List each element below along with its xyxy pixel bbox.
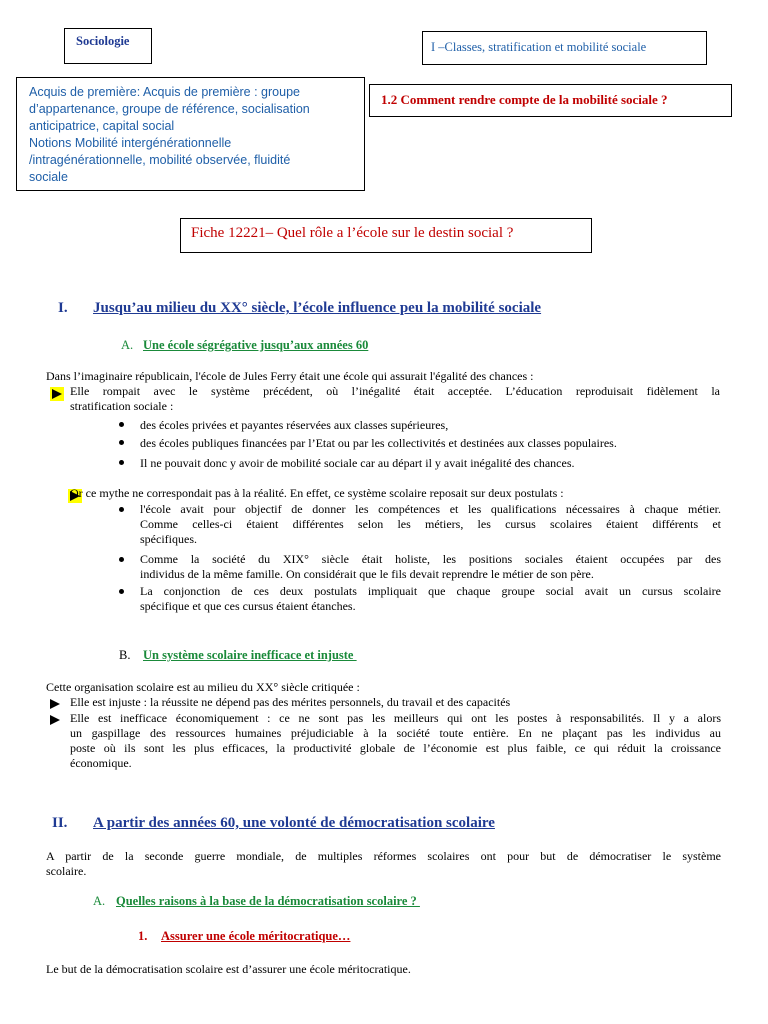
chapter-box (422, 31, 707, 65)
section2-intro (46, 849, 721, 879)
notions-line-3: sociale (29, 170, 68, 184)
fiche-title: Fiche 12221– Quel rôle a l’école sur le destin social ? (191, 225, 514, 241)
arrow-bullet-icon (50, 699, 60, 709)
bullet-dot-icon (119, 507, 124, 512)
section1-a-letter: A. (121, 338, 134, 352)
section1-b-title: Un système scolaire inefficace et injuste (143, 648, 357, 662)
critique-2-line-1: Elle est inefficace économiquement : ce ne sont pas les meilleurs qui ont les postes à responsabilités. Il y a alors (70, 711, 721, 725)
section2-title: A partir des années 60, une volonté de démocratisation scolaire (93, 815, 495, 831)
acquis-text (29, 84, 310, 186)
bullet-item: des écoles privées et payantes réservées aux classes supérieures, (140, 418, 449, 432)
subB-intro: Cette organisation scolaire est au milieu du XX° siècle critiquée : (46, 680, 360, 694)
arrow-item-1-line-1: Elle rompait avec le système précédent, où l’inégalité était acceptée. L’éducation reproduisait fidèlement la (70, 384, 720, 398)
critique-1: Elle est injuste : la réussite ne dépend pas des mérites personnels, du travail et des capacités (70, 695, 511, 709)
chapter-label: I –Classes, stratification et mobilité sociale (431, 40, 647, 54)
section2-intro-line-2: scolaire. (46, 864, 87, 878)
postulat-1-line-3: spécifiques. (140, 532, 197, 546)
acquis-line-3: anticipatrice, capital social (29, 119, 175, 133)
notions-line-2: /intragénérationnelle, mobilité observée, fluidité (29, 153, 291, 167)
postulat-2-line-2: individus de la même famille. On considérait que le fils devait reprendre le métier de son père. (140, 567, 594, 581)
acquis-box (16, 77, 365, 191)
postulat-3-line-1: La conjonction de ces deux postulats impliquait que chaque groupe social avait un cursus scolaire (140, 584, 721, 598)
item-1-number: 1. (138, 929, 148, 943)
postulat-1 (140, 502, 721, 547)
section2-a-letter: A. (93, 894, 106, 908)
bullet-item: des écoles publiques financées par l’Etat ou par les collectivités et destinées aux classes populaires. (140, 436, 617, 450)
postulat-1-line-2: Comme celles-ci étaient différentes selon les métiers, les cursus scolaires étaient différents et (140, 517, 721, 531)
section2-number: II. (52, 815, 68, 831)
section1-number: I. (58, 300, 68, 316)
bullet-dot-icon (119, 557, 124, 562)
notions-line-1: Notions Mobilité intergénérationnelle (29, 136, 232, 150)
arrow-bullet-icon (50, 387, 64, 401)
section2-intro-line-1: A partir de la seconde guerre mondiale, de multiples réformes scolaires ont pour but de démocratiser le système (46, 849, 721, 863)
paragraph-intro: Dans l’imaginaire républicain, l'école de Jules Ferry était une école qui assurait l'égalité des chances : (46, 369, 534, 383)
bullet-dot-icon (119, 460, 124, 465)
postulat-3-line-2: spécifique et que ces cursus étaient étanches. (140, 599, 356, 613)
arrow-item-2: Or ce mythe ne correspondait pas à la réalité. En effet, ce système scolaire reposait sur deux postulats : (70, 486, 564, 500)
final-paragraph: Le but de la démocratisation scolaire est d’assurer une école méritocratique. (46, 962, 411, 976)
postulat-3 (140, 584, 721, 614)
question-box (369, 84, 732, 117)
acquis-line-2: d’appartenance, groupe de référence, socialisation (29, 102, 310, 116)
arrow-item-1-line-2: stratification sociale : (70, 399, 174, 413)
acquis-line-1: Acquis de première: Acquis de première : groupe (29, 85, 300, 99)
postulat-2-line-1: Comme la société du XIX° siècle était holiste, les positions sociales étaient occupées par des (140, 552, 721, 566)
critique-2-line-2: un gaspillage des ressources humaines préjudiciable à la société toute entière. En ne plaçant pas les individus au (70, 726, 721, 740)
item-1-title: Assurer une école méritocratique… (161, 929, 351, 943)
section1-a-title: Une école ségrégative jusqu’aux années 60 (143, 338, 369, 352)
question-label: 1.2 Comment rendre compte de la mobilité sociale ? (381, 92, 668, 107)
section1-title: Jusqu’au milieu du XX° siècle, l’école influence peu la mobilité sociale (93, 300, 542, 316)
arrow-bullet-icon (50, 715, 60, 725)
fiche-box (180, 218, 592, 253)
postulat-1-line-1: l'école avait pour objectif de donner les compétences et les qualifications nécessaires à chaque métier. (140, 502, 721, 516)
bullet-dot-icon (119, 440, 124, 445)
section1-b-letter: B. (119, 648, 131, 662)
bullet-dot-icon (119, 422, 124, 427)
bullet-item: Il ne pouvait donc y avoir de mobilité sociale car au départ il y avait inégalité des chances. (140, 456, 575, 470)
critique-2-line-3: poste où ils sont les plus efficaces, la productivité globale de l’économie est plus faible, ce qui réduit la croissance (70, 741, 721, 755)
subject-label: Sociologie (76, 34, 130, 48)
section2-a-title: Quelles raisons à la base de la démocratisation scolaire ? (116, 894, 420, 908)
critique-2 (70, 711, 721, 771)
arrow-item-1 (70, 384, 720, 414)
bullet-dot-icon (119, 589, 124, 594)
critique-2-line-4: économique. (70, 756, 132, 770)
postulat-2 (140, 552, 721, 582)
subject-box (64, 28, 152, 64)
